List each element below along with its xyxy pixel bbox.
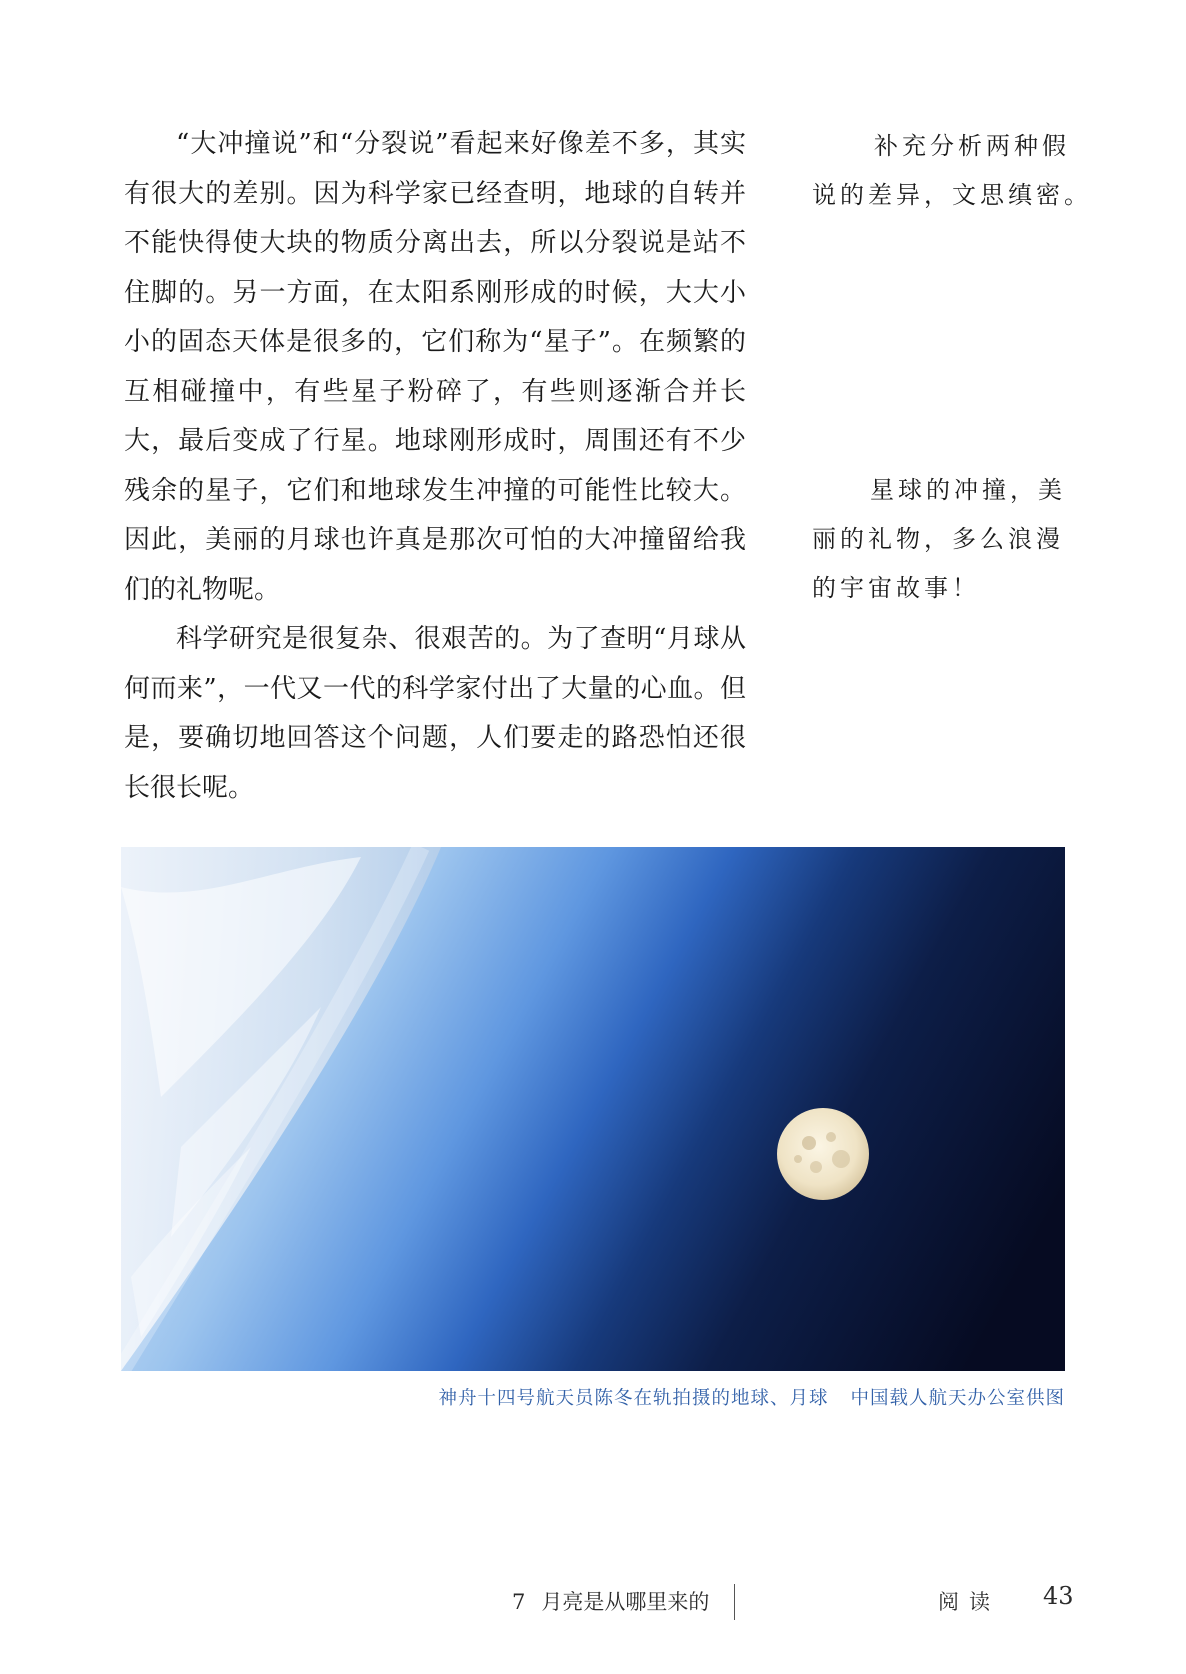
side-note-1-line-2: 说的差异，文思缜密。 <box>812 181 1092 209</box>
side-note-2-line-1: 星球的冲撞，美 <box>870 476 1066 504</box>
side-note-2-line-2: 丽的礼物，多么浪漫 <box>812 525 1064 553</box>
footer-chapter <box>512 1586 709 1616</box>
footer-section: 阅读 <box>938 1590 1000 1614</box>
side-note-1 <box>812 122 1092 220</box>
side-note-2 <box>812 466 1082 613</box>
side-note-1-line-1: 补充分析两种假 <box>874 132 1070 160</box>
chapter-title: 月亮是从哪里来的 <box>541 1590 710 1614</box>
body-paragraph-2: 科学研究是很复杂、很艰苦的。为了查明“月球从何而来”，一代又一代的科学家付出了大量的心血。但是，要确切地回答这个问题，人们要走的路恐怕还很长很长呢。 <box>124 624 746 803</box>
page-number: 43 <box>1043 1582 1074 1610</box>
figure-caption <box>121 1384 1065 1410</box>
side-note-2-line-3: 的宇宙故事！ <box>812 574 980 602</box>
body-paragraph-1: “大冲撞说”和“分裂说”看起来好像差不多，其实有很大的差别。因为科学家已经查明，地球的自转并不能快得使大块的物质分离出去，所以分裂说是站不住脚的。另一方面，在太阳系刚形成的时候，大大小小的固态天体是很多的，它们称为“星子”。在频繁的互相碰撞中，有些星子粉碎了，有些则逐渐合并长大，最后变成了行星。地球刚形成时，周围还有不少残余的星子，它们和地球发生冲撞的可能性比较大。因此，美丽的月球也许真是那次可怕的大冲撞留给我们的礼物呢。 <box>124 129 746 605</box>
chapter-number: 7 <box>512 1590 526 1614</box>
main-text <box>124 120 746 813</box>
earth-moon-photo <box>121 847 1065 1371</box>
footer-divider <box>734 1584 735 1620</box>
caption-credit: 中国载人航天办公室供图 <box>850 1388 1065 1409</box>
caption-text: 神舟十四号航天员陈冬在轨拍摄的地球、月球 <box>438 1388 829 1409</box>
